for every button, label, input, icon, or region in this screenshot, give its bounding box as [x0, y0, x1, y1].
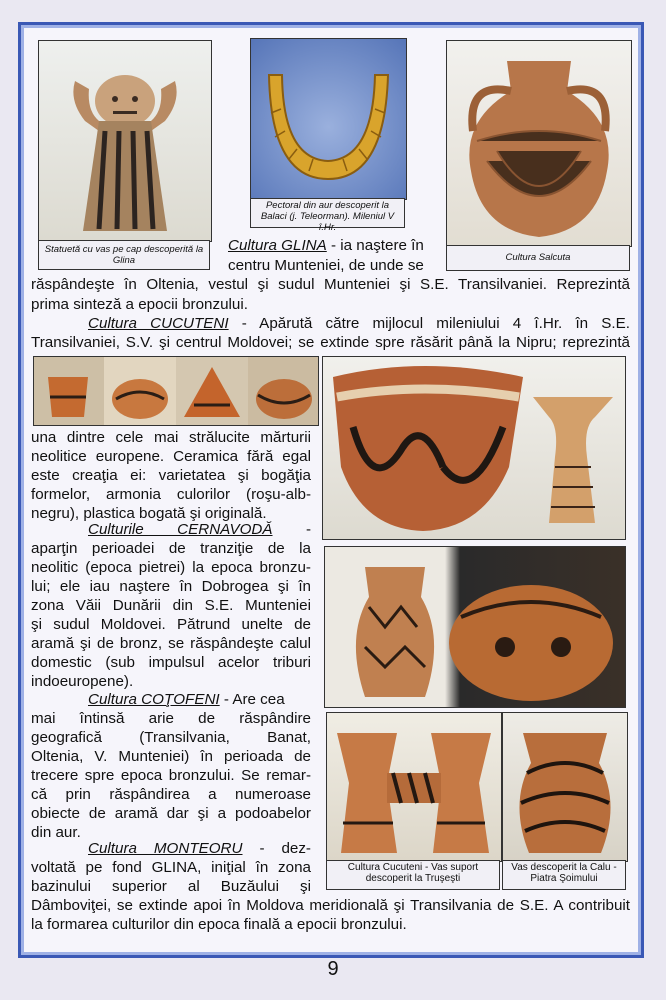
cernavoda-line-5: zona Văii Dunării din S.E. Munteniei: [31, 597, 311, 614]
calu-vessel-photo: [502, 712, 628, 862]
cucuteni-line-6: formelor, armonia culorilor (roşu-alb-: [31, 486, 311, 503]
cotofeni-line-6: că prin răspândirea a numeroase: [31, 786, 311, 803]
monteoru-line-2: voltată pe fond GLINA, iniţial în zona: [31, 859, 311, 876]
monteoru-line-3: bazinului superior al Buzăului şi: [31, 878, 311, 895]
cotofeni-title: Cultura COŢOFENI: [88, 691, 220, 708]
cernavoda-vessels-photo: [324, 546, 626, 708]
cotofeni-line-5: trecere spre epoca bronzului. Se remar-: [31, 767, 311, 784]
cotofeni-line-3: geografică (Transilvania, Banat,: [31, 729, 311, 746]
cernavoda-line-8: domestic (sub impulsul acelor triburi: [31, 654, 311, 671]
cernavoda-line-6: şi sudul Moldovei. Pătrund unelte de: [31, 616, 311, 633]
cucuteni-line-1: Cultura CUCUTENI - Apărută către mijlocul mileniului 4 î.Hr. în S.E.: [88, 315, 630, 332]
cucuteni-title: Cultura CUCUTENI: [88, 315, 229, 332]
cucuteni-ceramic-strip-photo: [33, 356, 319, 426]
cucuteni-line-3: una dintre cele mai strălucite mărturii: [31, 429, 311, 446]
glina-line-1: Cultura GLINA - ia naştere în: [228, 237, 424, 254]
cotofeni-line-4: Oltenia, V. Munteniei) în perioada de: [31, 748, 311, 765]
cotofeni-line-7: obiecte de aramă dar şi a podoabelor: [31, 805, 311, 822]
monteoru-line-1: Cultura MONTEORU - dez-: [88, 840, 311, 857]
caption-glina-statuette: Statuetă cu vas pe cap descoperită la Glina: [38, 240, 210, 270]
cucuteni-line-7: negru), plastica bogată şi originală.: [31, 505, 267, 522]
cucuteni-line-2: Transilvaniei, S.V. şi centrul Moldovei; se extinde spre răsărit până la Nipru; reprezintă: [31, 334, 630, 351]
caption-pectoral: Pectoral din aur descoperit la Balaci (j. Teleorman). Mileniul V î.Hr.: [250, 198, 405, 228]
glina-line-4: prima sinteză a epocii bronzului.: [31, 296, 248, 313]
cucuteni-stand-photo: [326, 712, 502, 862]
cucuteni-bowls-photo: [322, 356, 626, 540]
monteoru-title: Cultura MONTEORU: [88, 840, 243, 857]
cernavoda-line-7: aramă şi de bronz, se răspândeşte calul: [31, 635, 311, 652]
cernavoda-line-2: aparţin perioadei de tranziţie de la: [31, 540, 311, 557]
glina-line-2: centru Munteniei, de unde se: [228, 257, 424, 274]
cotofeni-line-2: mai întinsă arie de răspândire: [31, 710, 311, 727]
cernavoda-line-3: neolitic (epoca pietrei) la epoca bronzu-: [31, 559, 311, 576]
caption-salcuta: Cultura Salcuta: [446, 245, 630, 271]
caption-calu: Vas descoperit la Calu - Piatra Şoimului: [502, 860, 626, 890]
cucuteni-line-4: neolitice europene. Ceramica fără egal: [31, 448, 311, 465]
cernavoda-title: Culturile CERNAVODĂ: [88, 521, 273, 538]
cucuteni-line-5: este creaţia ei: varietatea şi bogăţia: [31, 467, 311, 484]
pectoral-photo: [250, 38, 407, 200]
monteoru-line-4: Dâmboviţei, se extinde apoi în Moldova meridională şi Transilvania de S.E. A contribuit: [31, 897, 630, 914]
glina-line-3: răspândeşte în Oltenia, vestul şi sudul Munteniei şi S.E. Transilvaniei. Reprezintă: [31, 276, 630, 293]
glina-title: Cultura GLINA: [228, 237, 327, 254]
cernavoda-line-4: lui; ele iau naştere în Dobrogea şi în: [31, 578, 311, 595]
glina-statuette-photo: [38, 40, 212, 242]
cotofeni-line-1: Cultura COŢOFENI - Are cea: [88, 691, 285, 708]
caption-cucuteni-stand: Cultura Cucuteni - Vas suport descoperit la Truşeşti: [326, 860, 500, 890]
monteoru-line-5: la formarea culturilor din epoca finală a epocii bronzului.: [31, 916, 407, 933]
page-number: 9: [327, 958, 339, 980]
cernavoda-line-9: indoeuropene).: [31, 673, 134, 690]
cernavoda-line-1: Culturile CERNAVODĂ -: [88, 521, 312, 538]
salcuta-vessel-photo: [446, 40, 632, 247]
cotofeni-line-8: din aur.: [31, 824, 81, 841]
